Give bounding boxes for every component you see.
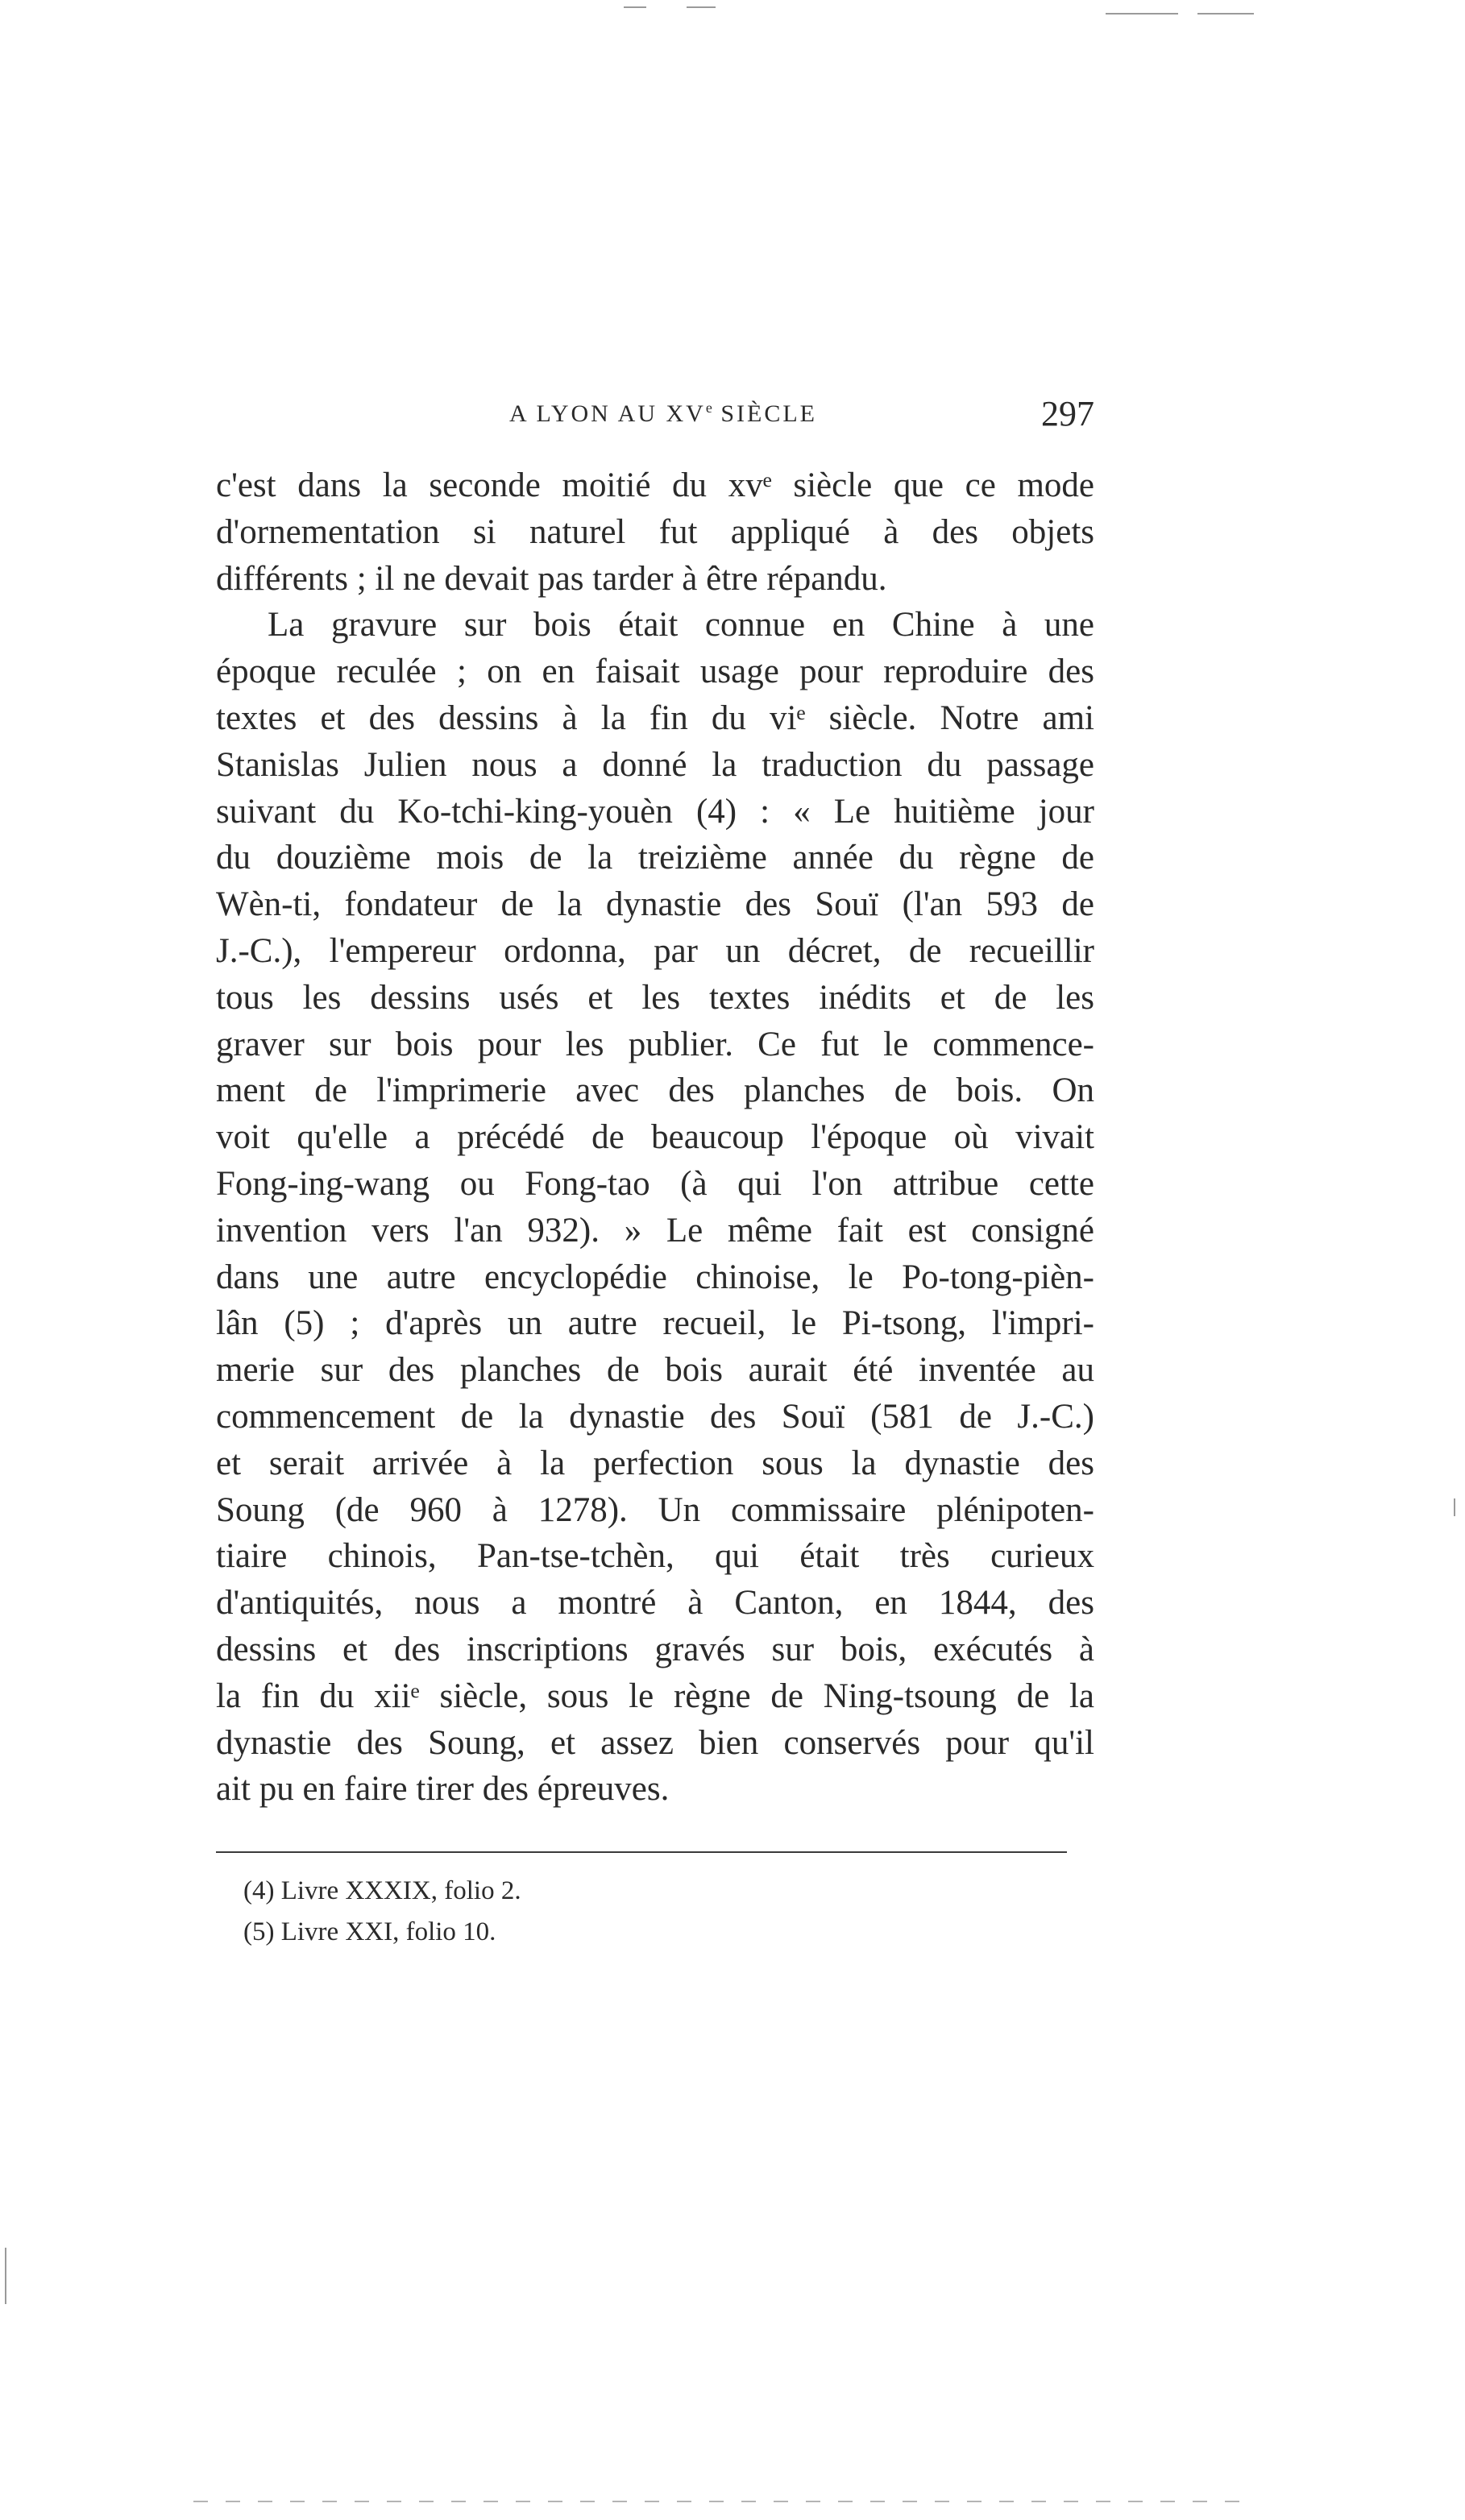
text-line: lân (5) ; d'après un autre recueil, le Pi-tsong, l'impri- [216, 1304, 1094, 1343]
text-line: textes et des dessins à la fin du viᵉ siècle. Notre ami [216, 698, 1094, 737]
scan-mark [624, 6, 646, 8]
text-line: La gravure sur bois était connue en Chine à une [268, 606, 1094, 645]
scan-mark [193, 2501, 1241, 2502]
page-header [216, 393, 1094, 441]
scan-mark [687, 6, 716, 8]
scan-mark [1454, 1498, 1455, 1516]
text-line: suivant du Ko-tchi-king-youèn (4) : « Le huitième jour [216, 792, 1094, 831]
body-text [216, 462, 1094, 1813]
text-line: Soung (de 960 à 1278). Un commissaire plénipoten- [216, 1490, 1094, 1529]
text-line: Fong-ing-wang ou Fong-tao (à qui l'on attribue cette [216, 1164, 1094, 1203]
text-line: dynastie des Soung, et assez bien conservés pour qu'il [216, 1723, 1094, 1762]
text-line: différents ; il ne devait pas tarder à être répandu. [216, 559, 887, 598]
text-line: tous les dessins usés et les textes inédits et de les [216, 978, 1094, 1017]
footnotes [243, 1871, 888, 1953]
text-line: ment de l'imprimerie avec des planches de bois. On [216, 1071, 1094, 1110]
text-line: voit qu'elle a précédé de beaucoup l'époque où vivait [216, 1118, 1094, 1157]
text-line: c'est dans la seconde moitié du xvᵉ siècle que ce mode [216, 466, 1094, 504]
text-line: Stanislas Julien nous a donné la traduction du passage [216, 745, 1094, 784]
text-line: tiaire chinois, Pan-tse-tchèn, qui était très curieux [216, 1537, 1094, 1576]
text-line: et serait arrivée à la perfection sous la dynastie des [216, 1444, 1094, 1482]
text-line: ait pu en faire tirer des épreuves. [216, 1770, 670, 1809]
text-line: la fin du xiiᵉ siècle, sous le règne de Ning-tsoung de la [216, 1677, 1094, 1715]
running-head: A LYON AU XVe SIÈCLE [509, 400, 818, 427]
scan-mark [1106, 13, 1178, 15]
text-line: commencement de la dynastie des Souï (581 de J.-C.) [216, 1397, 1094, 1436]
text-line: du douzième mois de la treizième année du règne de [216, 839, 1094, 877]
text-line: merie sur des planches de bois aurait été inventée au [216, 1351, 1094, 1390]
text-line: J.-C.), l'empereur ordonna, par un décret, de recueillir [216, 931, 1094, 970]
footnote-rule [216, 1851, 1067, 1853]
footnote: (4) Livre XXXIX, folio 2. [243, 1876, 521, 1905]
text-line: d'ornementation si naturel fut appliqué à des objets [216, 512, 1094, 551]
page-number: 297 [1041, 394, 1094, 433]
text-line: dessins et des inscriptions gravés sur bois, exécutés à [216, 1630, 1094, 1668]
scan-mark [1197, 13, 1254, 15]
text-line: époque reculée ; on en faisait usage pour reproduire des [216, 653, 1094, 691]
text-line: invention vers l'an 932). » Le même fait est consigné [216, 1211, 1094, 1250]
text-line: Wèn-ti, fondateur de la dynastie des Souï (l'an 593 de [216, 885, 1094, 924]
text-line: dans une autre encyclopédie chinoise, le Po-tong-pièn- [216, 1258, 1094, 1296]
scan-mark [5, 2248, 6, 2304]
text-line: graver sur bois pour les publier. Ce fut le commence- [216, 1025, 1094, 1063]
text-line: d'antiquités, nous a montré à Canton, en 1844, des [216, 1584, 1094, 1623]
footnote: (5) Livre XXI, folio 10. [243, 1917, 496, 1946]
